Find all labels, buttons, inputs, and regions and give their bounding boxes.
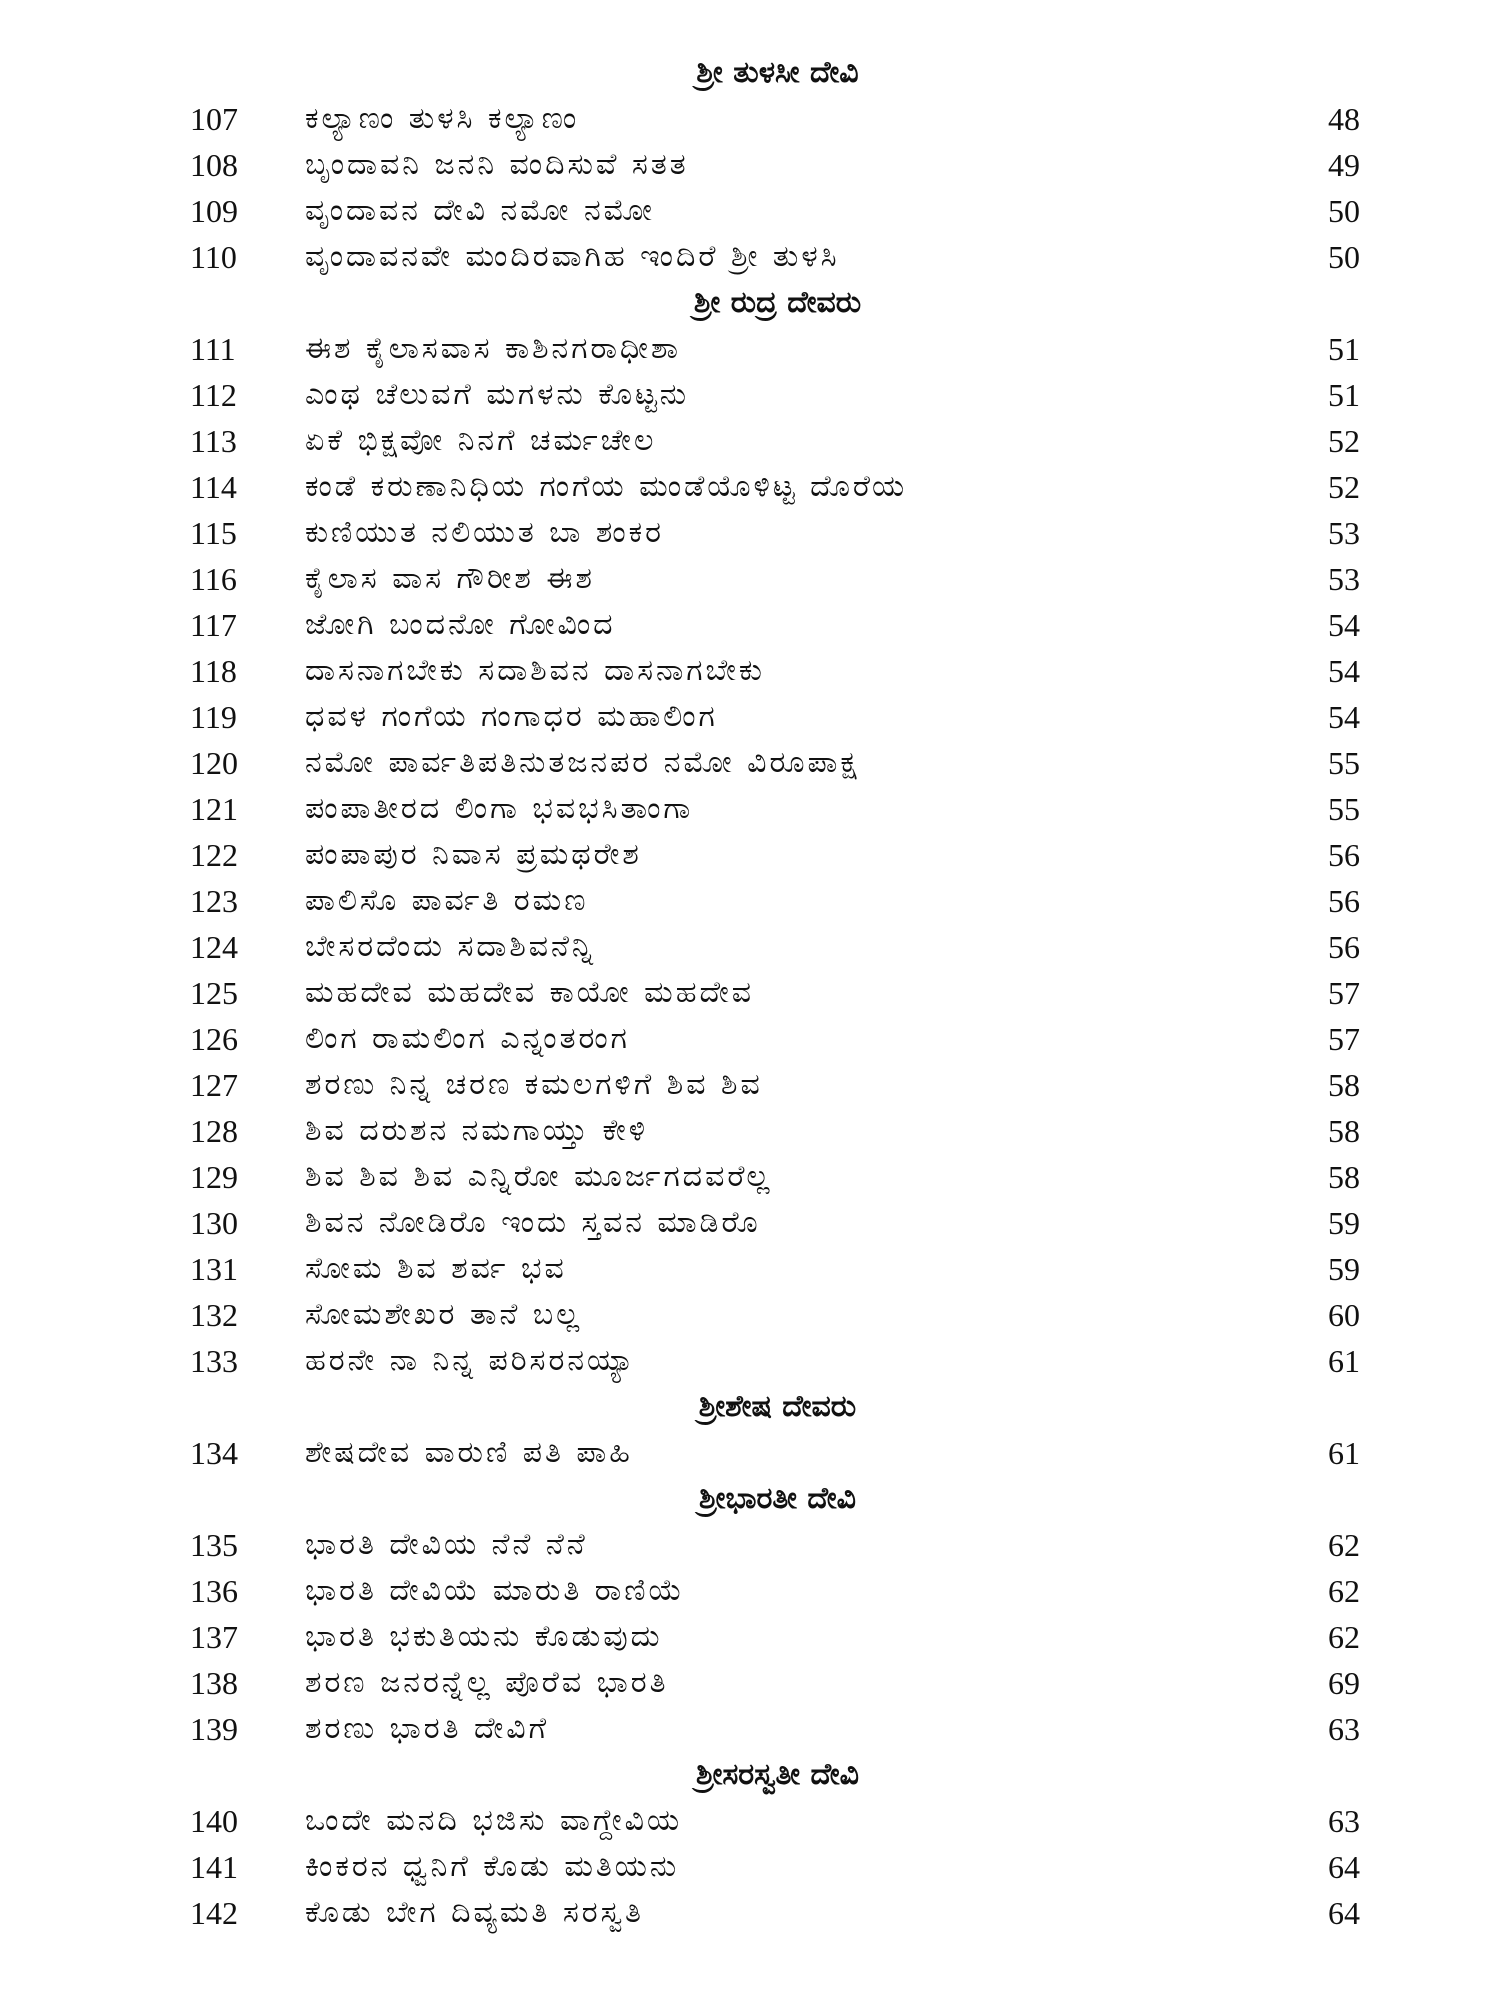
song-title: ಈಶ ಕೈಲಾಸವಾಸ ಕಾಶಿನಗರಾಧೀಶಾ	[305, 331, 681, 366]
page-number: 54	[1328, 607, 1360, 643]
page-number: 52	[1328, 423, 1360, 459]
page-number: 57	[1328, 1021, 1360, 1057]
toc-row	[0, 1660, 1500, 1706]
song-number: 134	[190, 1435, 238, 1471]
toc-row	[0, 1246, 1500, 1292]
page-number: 48	[1328, 101, 1360, 137]
song-title: ಪಾಲಿಸೊ ಪಾರ್ವತಿ ರಮಣ	[305, 883, 589, 918]
song-title: ಒಂದೇ ಮನದಿ ಭಜಿಸು ವಾಗ್ದೇವಿಯ	[305, 1803, 683, 1838]
toc-row	[0, 510, 1500, 556]
song-number: 133	[190, 1343, 238, 1379]
toc-row	[0, 1844, 1500, 1890]
song-title: ವೃಂದಾವನವೇ ಮಂದಿರವಾಗಿಹ ಇಂದಿರೆ ಶ್ರೀ ತುಳಸಿ	[305, 239, 840, 274]
page-number: 50	[1328, 239, 1360, 275]
song-number: 107	[190, 101, 238, 137]
page-number: 54	[1328, 699, 1360, 735]
song-number: 139	[190, 1711, 238, 1747]
toc-section	[0, 1476, 1500, 1752]
toc-section	[0, 1384, 1500, 1476]
song-number: 137	[190, 1619, 238, 1655]
section-heading: ಶ್ರೀಶೇಷ ದೇವರು	[698, 1389, 857, 1424]
page-number: 53	[1328, 561, 1360, 597]
song-number: 119	[190, 699, 237, 735]
toc-row	[0, 188, 1500, 234]
page-number: 61	[1328, 1435, 1360, 1471]
song-title: ಪಂಪಾಪುರ ನಿವಾಸ ಪ್ರಮಥರೇಶ	[305, 837, 642, 872]
song-title: ಕುಣಿಯುತ ನಲಿಯುತ ಬಾ ಶಂಕರ	[305, 515, 664, 550]
song-title: ಜೋಗಿ ಬಂದನೋ ಗೋವಿಂದ	[305, 607, 616, 642]
toc-row	[0, 556, 1500, 602]
song-number: 115	[190, 515, 237, 551]
toc-row	[0, 1016, 1500, 1062]
song-number: 131	[190, 1251, 238, 1287]
song-title: ಮಹದೇವ ಮಹದೇವ ಕಾಯೋ ಮಹದೇವ	[305, 975, 754, 1010]
toc-row	[0, 1614, 1500, 1660]
song-number: 113	[190, 423, 237, 459]
toc-row	[0, 1798, 1500, 1844]
page-number: 57	[1328, 975, 1360, 1011]
song-title: ಶರಣ ಜನರನ್ನೆಲ್ಲ ಪೊರೆವ ಭಾರತಿ	[305, 1665, 669, 1700]
song-number: 128	[190, 1113, 238, 1149]
page-number: 55	[1328, 791, 1360, 827]
song-title: ಬೃಂದಾವನಿ ಜನನಿ ವಂದಿಸುವೆ ಸತತ	[305, 147, 689, 182]
page-number: 58	[1328, 1159, 1360, 1195]
song-number: 132	[190, 1297, 238, 1333]
toc-row	[0, 1292, 1500, 1338]
toc-row	[0, 786, 1500, 832]
song-number: 108	[190, 147, 238, 183]
song-title: ಏಕೆ ಭಿಕ್ಷವೋ ನಿನಗೆ ಚರ್ಮಚೇಲ	[305, 423, 657, 458]
page-number: 59	[1328, 1205, 1360, 1241]
song-number: 138	[190, 1665, 238, 1701]
page-number: 56	[1328, 883, 1360, 919]
page-number: 51	[1328, 331, 1360, 367]
toc-row	[0, 418, 1500, 464]
song-title: ಹರನೇ ನಾ ನಿನ್ನ ಪರಿಸರನಯ್ಯಾ	[305, 1343, 637, 1378]
page-number: 69	[1328, 1665, 1360, 1701]
song-title: ಭಾರತಿ ಭಕುತಿಯನು ಕೊಡುವುದು	[305, 1619, 663, 1654]
toc-row	[0, 1568, 1500, 1614]
song-number: 111	[190, 331, 236, 367]
page-number: 59	[1328, 1251, 1360, 1287]
song-title: ಕಂಡೆ ಕರುಣಾನಿಧಿಯ ಗಂಗೆಯ ಮಂಡೆಯೊಳಿಟ್ಟ ದೊರೆಯ	[305, 469, 908, 504]
song-title: ಎಂಥ ಚೆಲುವಗೆ ಮಗಳನು ಕೊಟ್ಟನು	[305, 377, 690, 412]
song-number: 122	[190, 837, 238, 873]
toc-row	[0, 96, 1500, 142]
page-number: 62	[1328, 1527, 1360, 1563]
toc-row	[0, 1200, 1500, 1246]
song-number: 130	[190, 1205, 238, 1241]
song-title: ಶಿವ ದರುಶನ ನಮಗಾಯ್ತು ಕೇಳಿ	[305, 1113, 649, 1148]
page-number: 56	[1328, 837, 1360, 873]
page-number: 60	[1328, 1297, 1360, 1333]
page-number: 55	[1328, 745, 1360, 781]
page-number: 49	[1328, 147, 1360, 183]
song-title: ಬೇಸರದೆಂದು ಸದಾಶಿವನೆನ್ನಿ	[305, 929, 596, 964]
page-number: 54	[1328, 653, 1360, 689]
song-title: ಪಂಪಾತೀರದ ಲಿಂಗಾ ಭವಭಸಿತಾಂಗಾ	[305, 791, 694, 826]
page-number: 63	[1328, 1711, 1360, 1747]
page-number: 62	[1328, 1573, 1360, 1609]
song-number: 124	[190, 929, 238, 965]
toc-row	[0, 740, 1500, 786]
song-number: 141	[190, 1849, 238, 1885]
toc-row	[0, 1338, 1500, 1384]
toc-row	[0, 1108, 1500, 1154]
toc-section	[0, 280, 1500, 1384]
song-number: 121	[190, 791, 238, 827]
song-title: ಸೋಮ ಶಿವ ಶರ್ವ ಭವ	[305, 1251, 567, 1286]
song-number: 123	[190, 883, 238, 919]
song-number: 109	[190, 193, 238, 229]
song-number: 125	[190, 975, 238, 1011]
toc-row	[0, 1890, 1500, 1936]
song-title: ನಮೋ ಪಾರ್ವತಿಪತಿನುತಜನಪರ ನಮೋ ವಿರೂಪಾಕ್ಷ	[305, 745, 860, 780]
toc-row	[0, 694, 1500, 740]
song-title: ಶರಣು ಭಾರತಿ ದೇವಿಗೆ	[305, 1711, 550, 1746]
toc-row	[0, 372, 1500, 418]
page-number: 61	[1328, 1343, 1360, 1379]
song-number: 114	[190, 469, 237, 505]
song-title: ವೃಂದಾವನ ದೇವಿ ನಮೋ ನಮೋ	[305, 193, 655, 228]
section-heading: ಶ್ರೀ ತುಳಸೀ ದೇವಿ	[696, 55, 859, 90]
toc-row	[0, 1522, 1500, 1568]
page-number: 51	[1328, 377, 1360, 413]
table-of-contents	[0, 50, 1500, 1936]
song-title: ಕಲ್ಯಾಣಂ ತುಳಸಿ ಕಲ್ಯಾಣಂ	[305, 101, 580, 136]
toc-row	[0, 234, 1500, 280]
song-number: 126	[190, 1021, 238, 1057]
page-number: 62	[1328, 1619, 1360, 1655]
page-number: 64	[1328, 1849, 1360, 1885]
toc-row	[0, 878, 1500, 924]
song-number: 135	[190, 1527, 238, 1563]
song-number: 140	[190, 1803, 238, 1839]
toc-row	[0, 1430, 1500, 1476]
song-title: ದಾಸನಾಗಬೇಕು ಸದಾಶಿವನ ದಾಸನಾಗಬೇಕು	[305, 653, 765, 688]
song-title: ಕೊಡು ಬೇಗ ದಿವ್ಯಮತಿ ಸರಸ್ವತಿ	[305, 1895, 644, 1930]
toc-row	[0, 326, 1500, 372]
song-title: ಸೋಮಶೇಖರ ತಾನೆ ಬಲ್ಲ	[305, 1297, 583, 1332]
page-number: 52	[1328, 469, 1360, 505]
song-number: 118	[190, 653, 237, 689]
page-number: 64	[1328, 1895, 1360, 1931]
song-title: ಶರಣು ನಿನ್ನ ಚರಣ ಕಮಲಗಳಿಗೆ ಶಿವ ಶಿವ	[305, 1067, 763, 1102]
section-heading: ಶ್ರೀಸರಸ್ವತೀ ದೇವಿ	[695, 1757, 860, 1792]
toc-row	[0, 832, 1500, 878]
toc-row	[0, 1154, 1500, 1200]
page-number: 56	[1328, 929, 1360, 965]
toc-row	[0, 924, 1500, 970]
toc-section	[0, 1752, 1500, 1936]
toc-row	[0, 648, 1500, 694]
section-heading: ಶ್ರೀಭಾರತೀ ದೇವಿ	[699, 1481, 856, 1516]
song-title: ಶೇಷದೇವ ವಾರುಣಿ ಪತಿ ಪಾಹಿ	[305, 1435, 633, 1470]
page-number: 50	[1328, 193, 1360, 229]
toc-row	[0, 602, 1500, 648]
song-number: 142	[190, 1895, 238, 1931]
toc-row	[0, 1706, 1500, 1752]
toc-row	[0, 142, 1500, 188]
section-heading: ಶ್ರೀ ರುದ್ರ ದೇವರು	[693, 285, 862, 320]
page-number: 63	[1328, 1803, 1360, 1839]
toc-row	[0, 1062, 1500, 1108]
song-number: 117	[190, 607, 237, 643]
song-number: 136	[190, 1573, 238, 1609]
song-number: 112	[190, 377, 237, 413]
song-number: 110	[190, 239, 237, 275]
song-number: 116	[190, 561, 237, 597]
toc-row	[0, 464, 1500, 510]
toc-section	[0, 50, 1500, 280]
song-title: ಕೈಲಾಸ ವಾಸ ಗೌರೀಶ ಈಶ	[305, 561, 595, 596]
toc-row	[0, 970, 1500, 1016]
song-title: ಶಿವ ಶಿವ ಶಿವ ಎನ್ನಿರೋ ಮೂರ್ಜಗದವರೆಲ್ಲ	[305, 1159, 773, 1194]
song-title: ಕಿಂಕರನ ಧ್ವನಿಗೆ ಕೊಡು ಮತಿಯನು	[305, 1849, 680, 1884]
song-title: ಭಾರತಿ ದೇವಿಯೆ ಮಾರುತಿ ರಾಣಿಯೆ	[305, 1573, 685, 1608]
song-number: 120	[190, 745, 238, 781]
song-number: 127	[190, 1067, 238, 1103]
song-title: ಶಿವನ ನೋಡಿರೊ ಇಂದು ಸ್ತವನ ಮಾಡಿರೊ	[305, 1205, 761, 1240]
song-number: 129	[190, 1159, 238, 1195]
page-number: 58	[1328, 1067, 1360, 1103]
page-number: 58	[1328, 1113, 1360, 1149]
page-number: 53	[1328, 515, 1360, 551]
song-title: ಲಿಂಗ ರಾಮಲಿಂಗ ಎನ್ನಂತರಂಗ	[305, 1021, 630, 1056]
song-title: ಧವಳ ಗಂಗೆಯ ಗಂಗಾಧರ ಮಹಾಲಿಂಗ	[305, 699, 718, 734]
song-title: ಭಾರತಿ ದೇವಿಯ ನೆನೆ ನೆನೆ	[305, 1527, 588, 1562]
